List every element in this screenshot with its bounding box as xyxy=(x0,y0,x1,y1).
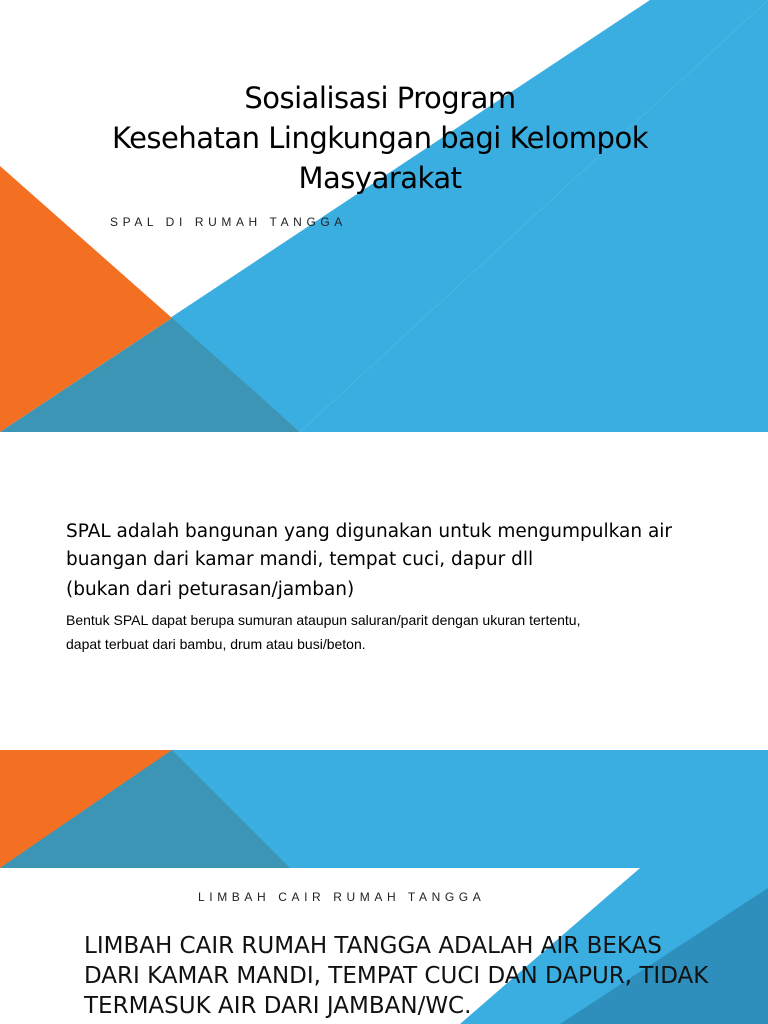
title-line: Kesehatan Lingkungan bagi Kelompok xyxy=(112,121,648,155)
title-line: Masyarakat xyxy=(298,161,462,195)
body-line: LIMBAH CAIR RUMAH TANGGA ADALAH AIR BEKAS xyxy=(84,933,662,959)
title-line: Sosialisasi Program xyxy=(244,81,516,115)
definition-line: SPAL adalah bangunan yang digunakan untuk mengumpulkan air xyxy=(66,521,673,542)
slide-definition xyxy=(0,432,768,750)
slide1-subtitle: SPAL DI RUMAH TANGGA xyxy=(110,215,347,229)
slide1-title xyxy=(60,78,700,198)
slide4-heading: LIMBAH CAIR RUMAH TANGGA xyxy=(198,890,486,904)
form-paragraph xyxy=(66,608,746,656)
slide4-body xyxy=(84,931,744,1021)
slide-limbah xyxy=(0,868,768,1024)
definition-line: (bukan dari peturasan/jamban) xyxy=(66,579,355,600)
form-line: Bentuk SPAL dapat berupa sumuran ataupun saluran/parit dengan ukuran tertentu, xyxy=(66,612,581,628)
form-line: dapat terbuat dari bambu, drum atau busi/beton. xyxy=(66,636,366,652)
definition-line: buangan dari kamar mandi, tempat cuci, dapur dll xyxy=(66,549,534,570)
body-line: DARI KAMAR MANDI, TEMPAT CUCI DAN DAPUR, TIDAK xyxy=(84,963,709,989)
slide3-background-shapes xyxy=(0,750,768,868)
slide-title xyxy=(0,0,768,432)
definition-paragraph xyxy=(66,518,746,604)
slide-decorative-strip xyxy=(0,750,768,868)
body-line: TERMASUK AIR DARI JAMBAN/WC. xyxy=(84,993,472,1019)
